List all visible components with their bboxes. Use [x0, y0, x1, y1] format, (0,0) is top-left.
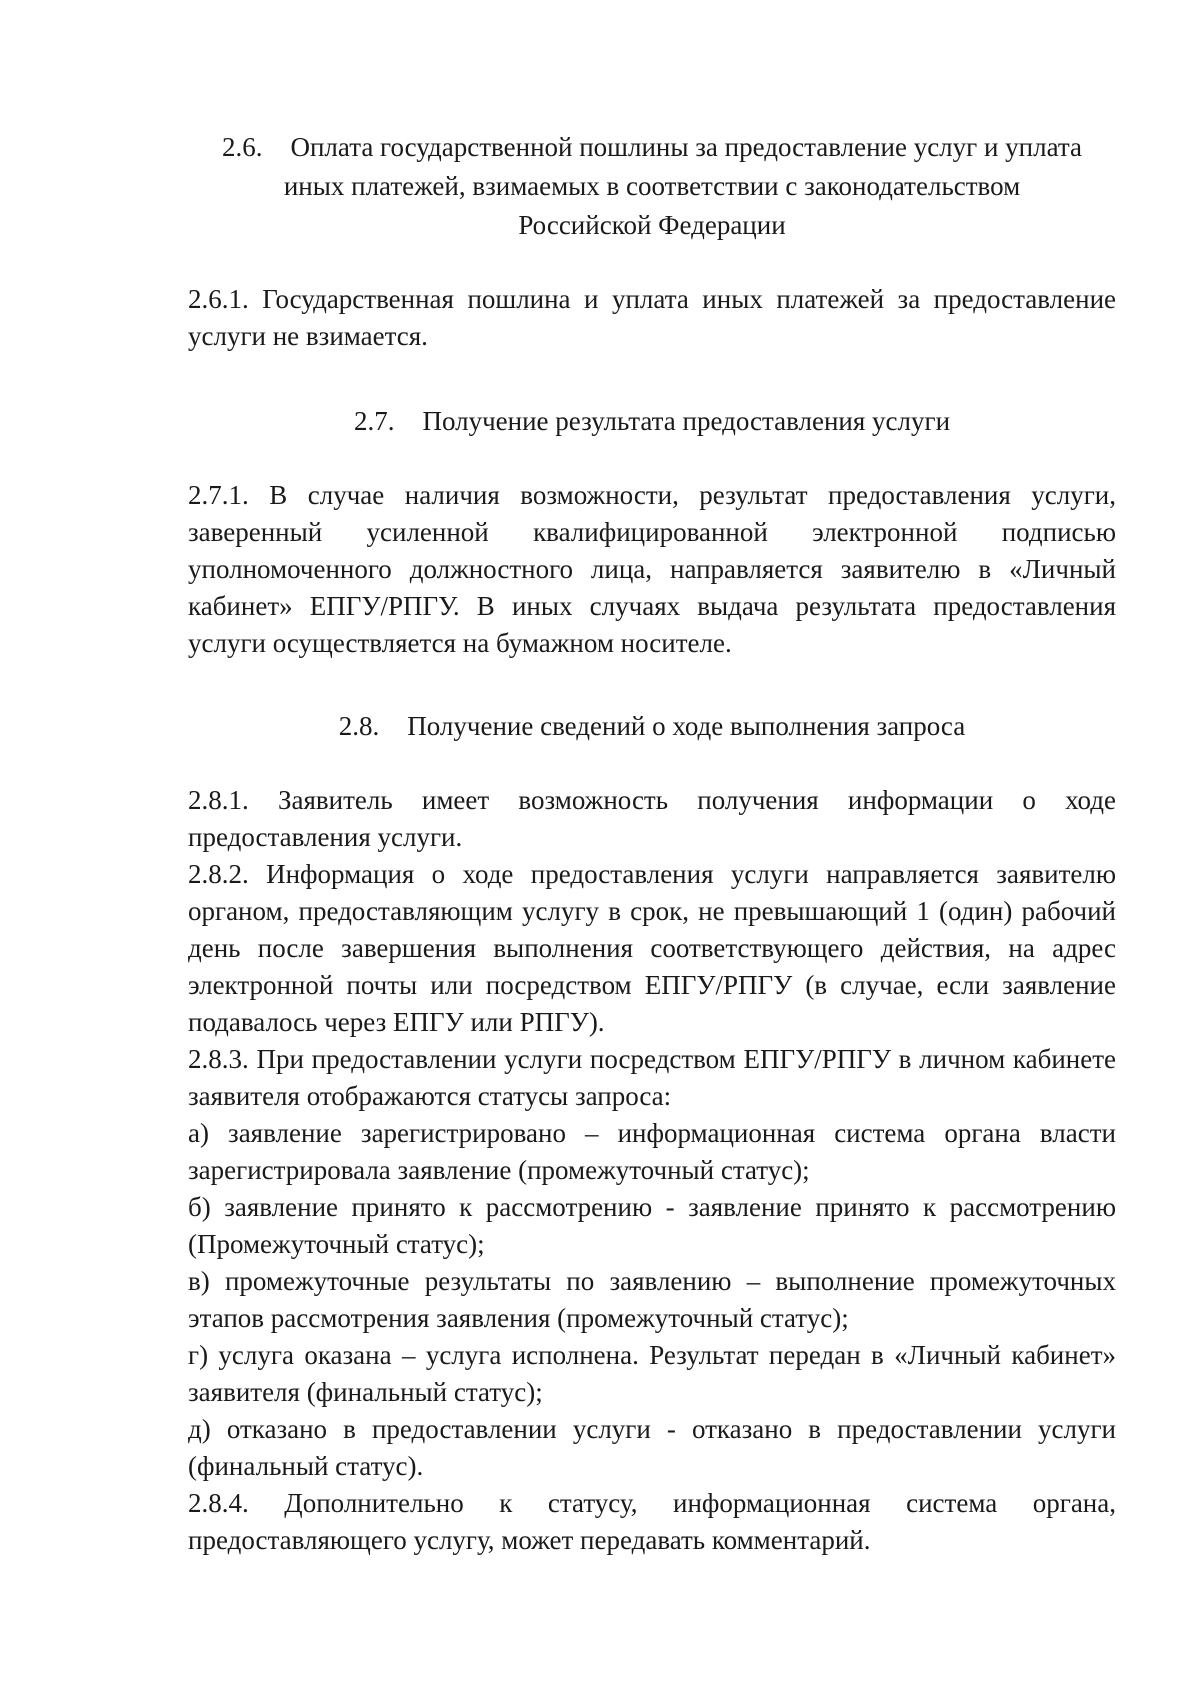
list-item-d: д) отказано в предоставлении услуги - отказано в предоставлении услуги (финальный статус).	[188, 1414, 1116, 1481]
paragraph-2-6-1: 2.6.1. Государственная пошлина и уплата иных платежей за предоставление услуги не взимается.	[188, 284, 1116, 351]
paragraph-2-8-1: 2.8.1. Заявитель имеет возможность получения информации о ходе предоставления услуги.	[188, 785, 1116, 852]
paragraph-2-8-3: 2.8.3. При предоставлении услуги посредством ЕПГУ/РПГУ в личном кабинете заявителя отображаются статусы запроса:	[188, 1044, 1116, 1111]
paragraph-2-8-2: 2.8.2. Информация о ходе предоставления услуги направляется заявителю органом, предоставляющим услугу в срок, не превышающий 1 (один) рабочий день после завершения выполнения соответствующего действия, на адрес электронной почты или посредством ЕПГУ/РПГУ (в случае, если заявление подавалось через ЕПГУ или РПГУ).	[188, 859, 1116, 1037]
heading-line: Российской Федерации	[518, 210, 786, 240]
heading-text: Оплата государственной пошлины за предоставление услуг и уплата	[290, 132, 1083, 162]
heading-text: Получение сведений о ходе выполнения запроса	[407, 711, 966, 741]
section-number: 2.6.	[221, 132, 263, 162]
section-heading-2-8	[188, 707, 1116, 746]
list-item-g: г) услуга оказана – услуга исполнена. Результат передан в «Личный кабинет» заявителя (финальный статус);	[188, 1340, 1116, 1407]
section-number: 2.8.	[338, 711, 380, 741]
list-item-b: б) заявление принято к рассмотрению - заявление принято к рассмотрению (Промежуточный статус);	[188, 1192, 1116, 1259]
document-content	[188, 128, 1116, 1559]
section-heading-2-7	[188, 402, 1116, 441]
paragraph-2-8-4: 2.8.4. Дополнительно к статусу, информационная система органа, предоставляющего услугу, может передавать комментарий.	[188, 1488, 1116, 1555]
section-heading-2-6	[188, 128, 1116, 245]
heading-text: Получение результата предоставления услуги	[422, 406, 951, 436]
section-number: 2.7.	[353, 406, 395, 436]
heading-line	[188, 128, 1116, 167]
paragraph-2-7-1: 2.7.1. В случае наличия возможности, результат предоставления услуги, заверенный усиленной квалифицированной электронной подписью уполномоченного должностного лица, направляется заявителю в «Личный кабинет» ЕПГУ/РПГУ. В иных случаях выдача результата предоставления услуги осуществляется на бумажном носителе.	[188, 480, 1116, 658]
list-item-v: в) промежуточные результаты по заявлению – выполнение промежуточных этапов рассмотрения заявления (промежуточный статус);	[188, 1266, 1116, 1333]
heading-line: иных платежей, взимаемых в соответствии с законодательством	[283, 171, 1021, 201]
list-item-a: а) заявление зарегистрировано – информационная система органа власти зарегистрировала заявление (промежуточный статус);	[188, 1118, 1116, 1185]
